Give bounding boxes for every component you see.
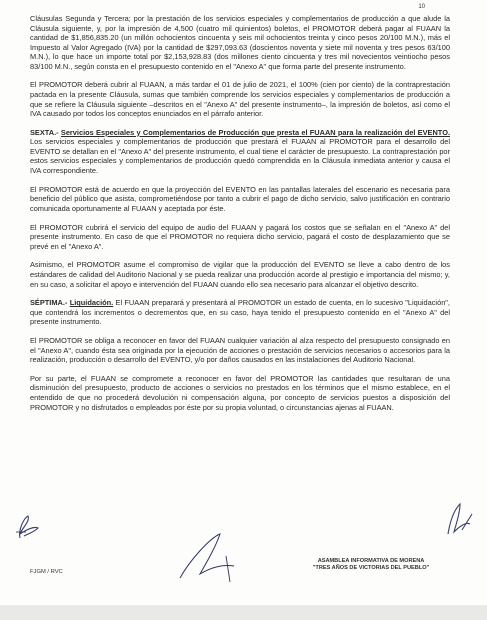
organization-name: ASAMBLEA INFORMATIVA DE MORENA — [317, 558, 425, 564]
clause-sexta-text: Los servicios especiales y complementarios de producción que prestará el FUAAN al PROMOTOR para el desarrollo del EVENTO se detallan en el "Anexo A" del presente instrumento, el cual tiene el carácter de presupuesto. La contraprestación por estos servicios especiales y complementarios de producción quedó comprendida en la Cláusula inmediata anterior y causa el IVA correspondiente. — [30, 137, 450, 176]
paragraph-audio: El PROMOTOR cubrirá el servicio del equipo de audio del FUAAN y pagará los costos que se señalan en el "Anexo A" del presente instrumento. En caso de que el PROMOTOR no requiera dicho servicio, pagará el costo de desplazamiento que se prevé en el "Anexo A". — [30, 222, 450, 251]
clause-sexta — [30, 128, 450, 176]
left-margin-initials — [14, 512, 48, 542]
paragraph-quality: Asimismo, el PROMOTOR asume el compromiso de vigilar que la producción del EVENTO se lleve a cabo dentro de los estándares de calidad del Auditorio Nacional y se pueda realizar una producción acorde al prestigio e importancia del mismo; y, en su caso, a solicitar el apoyo e intervención del FUAAN cuando ello sea necesario para alcanzar el objetivo descrito. — [30, 260, 450, 289]
document-body — [30, 14, 450, 421]
paragraph-decrease: Por su parte, el FUAAN se compromete a reconocer en favor del PROMOTOR las cantidades que resultaran de una disminución del presupuesto, producto de acciones o servicios no prestados en los términos que el mismo establece, en el entendido de que no procederá devolución ni compensación alguna, por concepto de servicios puestos a disposición del PROMOTOR y no disfrutados o empleados por éste por su propia voluntad, o circunstancias ajenas al FUAAN. — [30, 373, 450, 412]
right-margin-signature — [438, 500, 478, 540]
scan-bottom-margin — [0, 605, 487, 620]
organization-slogan: "TRES AÑOS DE VICTORIAS DEL PUEBLO" — [312, 565, 430, 571]
bottom-signature — [150, 530, 270, 584]
clause-septima-label: SÉPTIMA.- — [30, 298, 68, 308]
clause-septima-text: El FUAAN preparará y presentará al PROMOTOR un estado de cuenta, en lo sucesivo "Liquidación", que contendrá los incrementos o decrementos que, en su caso, haya tenido el presupuesto contenido en el "Anexo A" del presente instrumento. — [30, 298, 450, 327]
clause-sexta-title: Servicios Especiales y Complementarios de Producción que presta el FUAAN para la realización del EVENTO. — [60, 127, 450, 137]
clause-septima — [30, 298, 450, 327]
paragraph-payment-amount: Cláusulas Segunda y Tercera; por la prestación de los servicios especiales y complementarios de producción a que alude la Cláusula siguiente, y, por la impresión de 4,500 (cuatro mil quinientos) boletos, el PROMOTOR deberá pagar al FUAAN la cantidad de $1,856,835.20 (un millón ochocientos cincuenta y seis mil ochocientos treinta y cinco pesos 20/100 M.N.), más el Impuesto al Valor Agregado (IVA) por la cantidad de $297,093.63 (doscientos noventa y siete mil noventa y tres pesos 63/100 M.N.), lo que hace un importe total por $2,153,928.83 (dos millones ciento cincuenta y tres mil novecientos veintiocho pesos 83/100 M.N., según consta en el presupuesto contenido en el "Anexo A" que forma parte del presente instrumento. — [30, 14, 450, 71]
organization-block — [281, 558, 461, 572]
page-number: 10 — [418, 4, 425, 10]
clause-septima-title: Liquidación. — [69, 298, 114, 308]
document-initials: FJGM / RVC — [30, 569, 63, 575]
paragraph-payment-deadline: El PROMOTOR deberá cubrir al FUAAN, a más tardar el 01 de julio de 2021, el 100% (cien por ciento) de la contraprestación pactada en la presente Cláusula, sumas que también comprende los servicios especiales y complementarios de producción a que se refiere la Cláusula siguiente –descritos en el "Anexo A" del presente instrumento–, la impresión de boletos, así como el IVA causado por todos los conceptos enunciados en el párrafo anterior. — [30, 80, 450, 119]
paragraph-increase: El PROMOTOR se obliga a reconocer en favor del FUAAN cualquier variación al alza respecto del presupuesto consignado en el "Anexo A", cuando ésta sea originada por la ejecución de acciones o prestación de servicios necesarios o accesorios para la realización, producción o desarrollo del EVENTO, y/o por daños causados en las instalaciones del Auditorio Nacional. — [30, 336, 450, 365]
paragraph-screens: El PROMOTOR está de acuerdo en que la proyección del EVENTO en las pantallas laterales del escenario es necesaria para beneficio del público que asista, comprometiéndose por tanto a cubrir el pago de dicho servicio, salvo justificación en contrario comunicada oportunamente al FUAAN y aceptada por éste. — [30, 184, 450, 213]
clause-sexta-label: SEXTA.- — [30, 127, 59, 137]
